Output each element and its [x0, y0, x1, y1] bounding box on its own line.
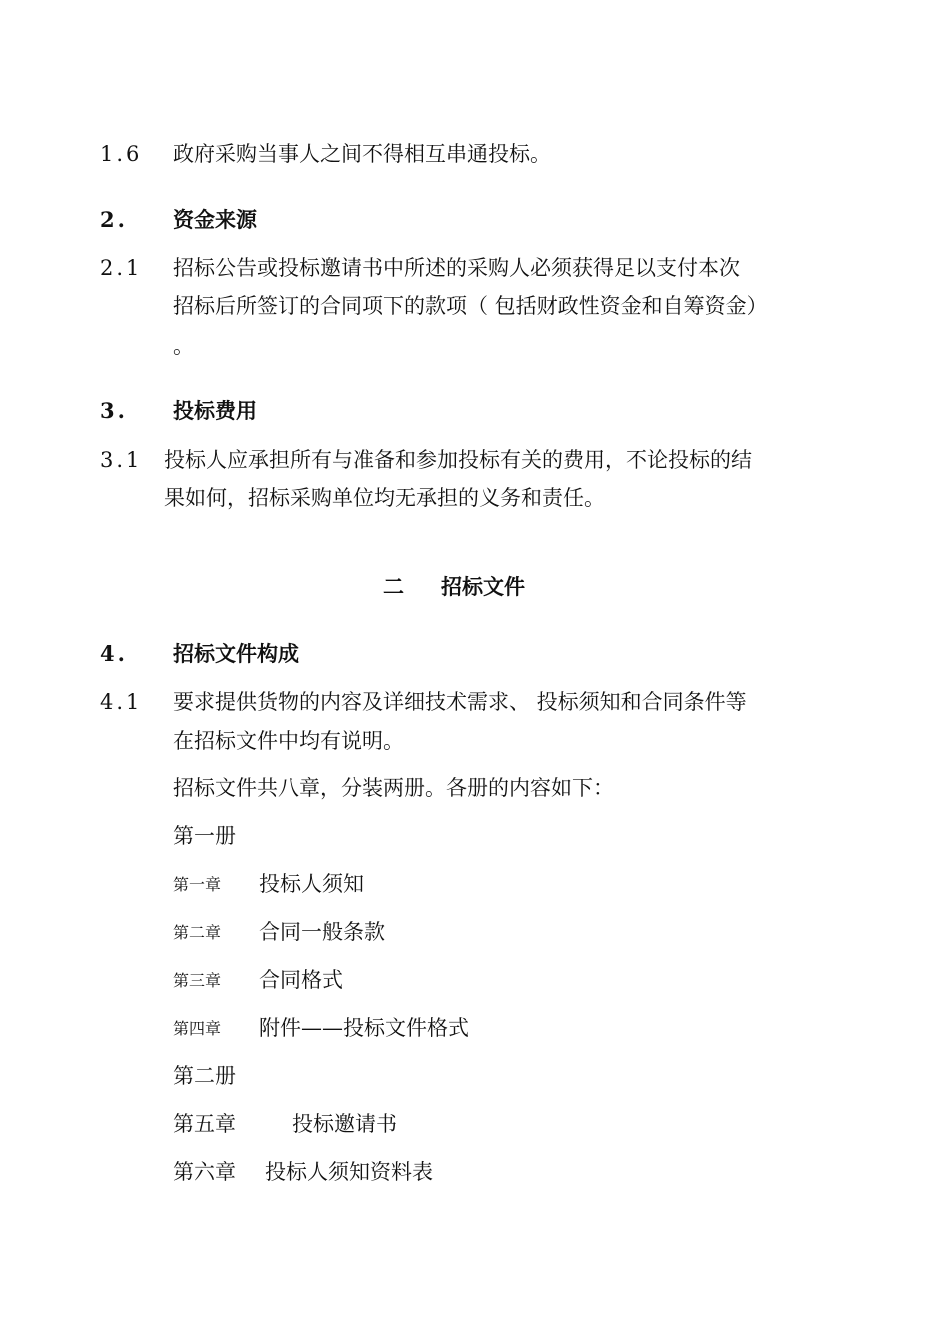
chapter-number: 第四章 — [173, 1019, 222, 1038]
section-title: 投标费用 — [173, 398, 257, 423]
section-number: 4. — [100, 641, 128, 666]
section-number: 3. — [100, 398, 128, 423]
clause-text-line: 招标后所签订的合同项下的款项（ 包括财政性资金和自筹资金） — [173, 294, 768, 318]
volume-label: 第二册 — [173, 1064, 236, 1088]
clause-text-line: 要求提供货物的内容及详细技术需求、 投标须知和合同条件等 — [173, 690, 747, 714]
clause-text: 政府采购当事人之间不得相互串通投标。 — [173, 142, 551, 166]
chapter-number: 第五章 — [173, 1112, 236, 1136]
chapter-number: 第一章 — [173, 875, 222, 894]
part-number: 二 — [383, 574, 404, 599]
clause-text-line: 投标人应承担所有与准备和参加投标有关的费用，不论投标的结 — [164, 448, 752, 472]
chapter-name: 合同一般条款 — [259, 920, 385, 944]
section-title: 招标文件构成 — [173, 641, 299, 666]
section-title: 资金来源 — [173, 207, 257, 232]
clause-text-line: 在招标文件中均有说明。 — [173, 729, 404, 753]
section-number: 2. — [100, 207, 128, 232]
volume-label: 第一册 — [173, 824, 236, 848]
clause-number: 4.1 — [100, 690, 143, 714]
chapter-name: 附件——投标文件格式 — [259, 1016, 469, 1040]
part-title: 招标文件 — [441, 574, 525, 599]
chapter-name: 投标人须知资料表 — [265, 1160, 433, 1184]
clause-number: 2.1 — [100, 256, 143, 280]
chapter-number: 第二章 — [173, 923, 222, 942]
clause-text-line: 。 — [173, 334, 194, 358]
clause-text-line: 招标公告或投标邀请书中所述的采购人必须获得足以支付本次 — [173, 256, 740, 280]
clause-intro: 招标文件共八章，分装两册。各册的内容如下： — [173, 776, 614, 800]
clause-text-line: 果如何，招标采购单位均无承担的义务和责任。 — [164, 486, 605, 510]
clause-number: 3.1 — [100, 448, 143, 472]
chapter-number: 第六章 — [173, 1160, 236, 1184]
chapter-name: 合同格式 — [259, 968, 343, 992]
chapter-name: 投标邀请书 — [292, 1112, 397, 1136]
clause-number: 1.6 — [100, 142, 143, 166]
chapter-name: 投标人须知 — [259, 872, 364, 896]
chapter-number: 第三章 — [173, 971, 222, 990]
